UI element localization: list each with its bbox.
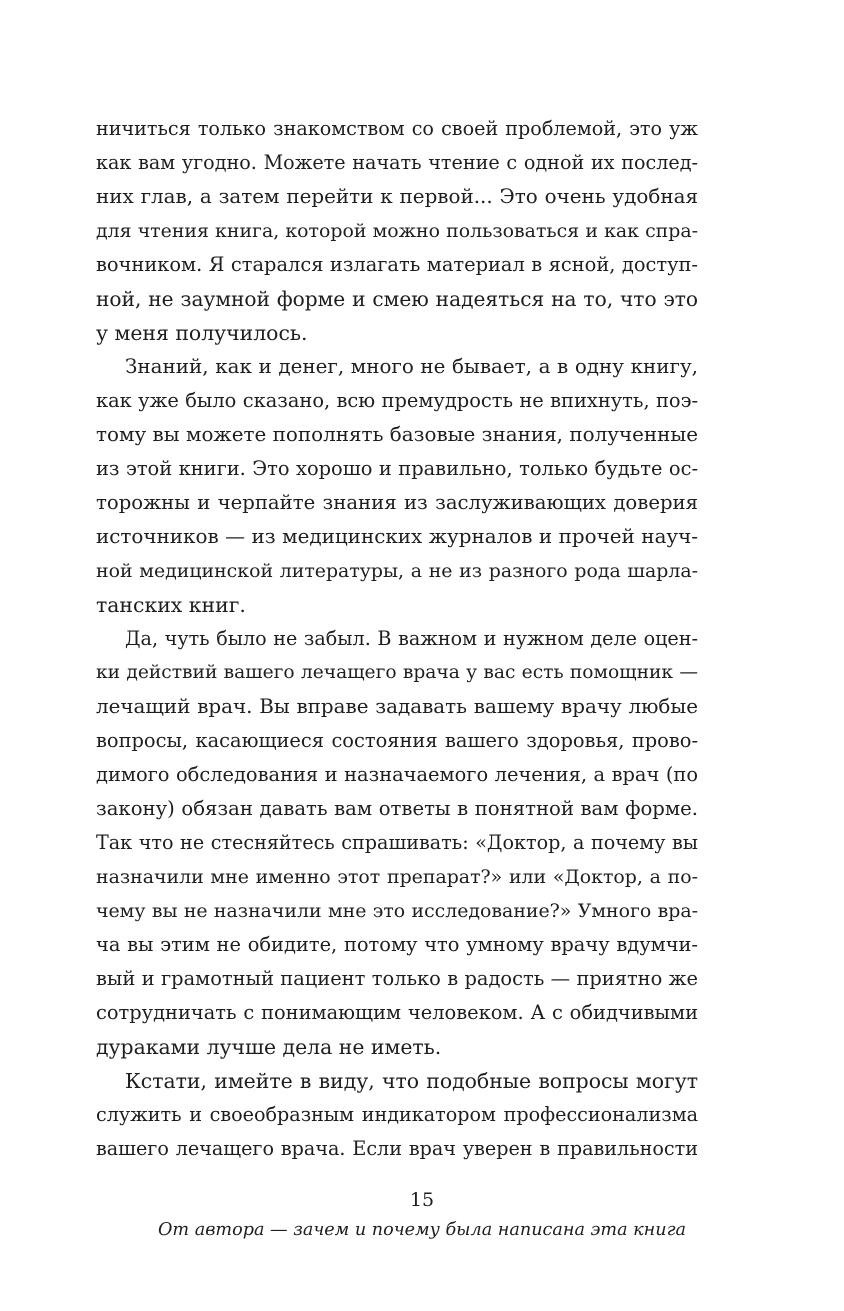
text-line: сотрудничать с понимающим человеком. А с обидчивыми xyxy=(96,1001,698,1024)
text-line: ной медицинской литературы, а не из разного рода шарла- xyxy=(96,560,698,582)
paragraph-3 xyxy=(96,622,698,1064)
text-line: вочником. Я старался излагать материал в ясной, доступ- xyxy=(96,253,698,276)
text-line: ки действий вашего лечащего врача у вас есть помощник — xyxy=(96,662,698,683)
text-line: дураками лучше дела не иметь. xyxy=(96,1035,442,1059)
page-number: 15 xyxy=(409,1189,435,1211)
text-line: для чтения книга, которой можно пользоваться и как спра- xyxy=(96,220,698,242)
text-line: лечащий врач. Вы вправе задавать вашему врачу любые xyxy=(96,695,698,718)
text-line: Так что не стесняйтесь спрашивать: «Доктор, а почему вы xyxy=(96,831,698,854)
text-line: как вам угодно. Можете начать чтение с одной их послед- xyxy=(96,151,698,174)
text-line: как уже было сказано, всю премудрость не впихнуть, поэ- xyxy=(96,389,698,412)
paragraph-2 xyxy=(96,350,698,622)
paragraph-4 xyxy=(96,1064,698,1166)
text-line: вашего лечащего врача. Если врач уверен в правильности xyxy=(96,1137,698,1160)
text-line: закону) обязан давать вам ответы в понятной вам форме. xyxy=(96,797,698,820)
text-line: ча вы этим не обидите, потому что умному врачу вдумчи- xyxy=(96,933,698,956)
text-line: Знаний, как и денег, много не бывает, а в одну книгу, xyxy=(125,355,698,378)
text-line: тому вы можете пополнять базовые знания, полученные xyxy=(96,423,698,446)
text-line: служить и своеобразным индикатором профессионализма xyxy=(96,1103,698,1126)
body-text xyxy=(96,112,698,1166)
text-line: димого обследования и назначаемого лечения, а врач (по xyxy=(96,763,698,786)
text-line: вый и грамотный пациент только в радость — приятно же xyxy=(96,967,698,990)
text-line: чему вы не назначили мне это исследование?» Умного вра- xyxy=(96,900,698,922)
text-line: у меня получилось. xyxy=(96,321,308,345)
text-line: Да, чуть было не забыл. В важном и нужном деле оцен- xyxy=(125,627,698,650)
text-line: вопросы, касающиеся состояния вашего здоровья, прово- xyxy=(96,729,698,752)
text-line: назначили мне именно этот препарат?» или «Доктор, а по- xyxy=(96,866,698,888)
text-line: ной, не заумной форме и смею надеяться на то, что это xyxy=(96,287,698,311)
text-line: источников — из медицинских журналов и прочей науч- xyxy=(96,525,698,548)
text-line: них глав, а затем перейти к первой... Это очень удобная xyxy=(96,185,698,208)
text-line: ничиться только знакомством со своей проблемой, это уж xyxy=(96,117,698,140)
text-line: из этой книги. Это хорошо и правильно, только будьте ос- xyxy=(96,457,698,480)
running-footer-title: От автора — зачем и почему была написана эта книга xyxy=(158,1220,686,1240)
paragraph-1 xyxy=(96,112,698,350)
text-line: торожны и черпайте знания из заслуживающих доверия xyxy=(96,491,698,514)
text-line: Кстати, имейте в виду, что подобные вопросы могут xyxy=(125,1069,698,1093)
text-line: танских книг. xyxy=(96,593,246,617)
